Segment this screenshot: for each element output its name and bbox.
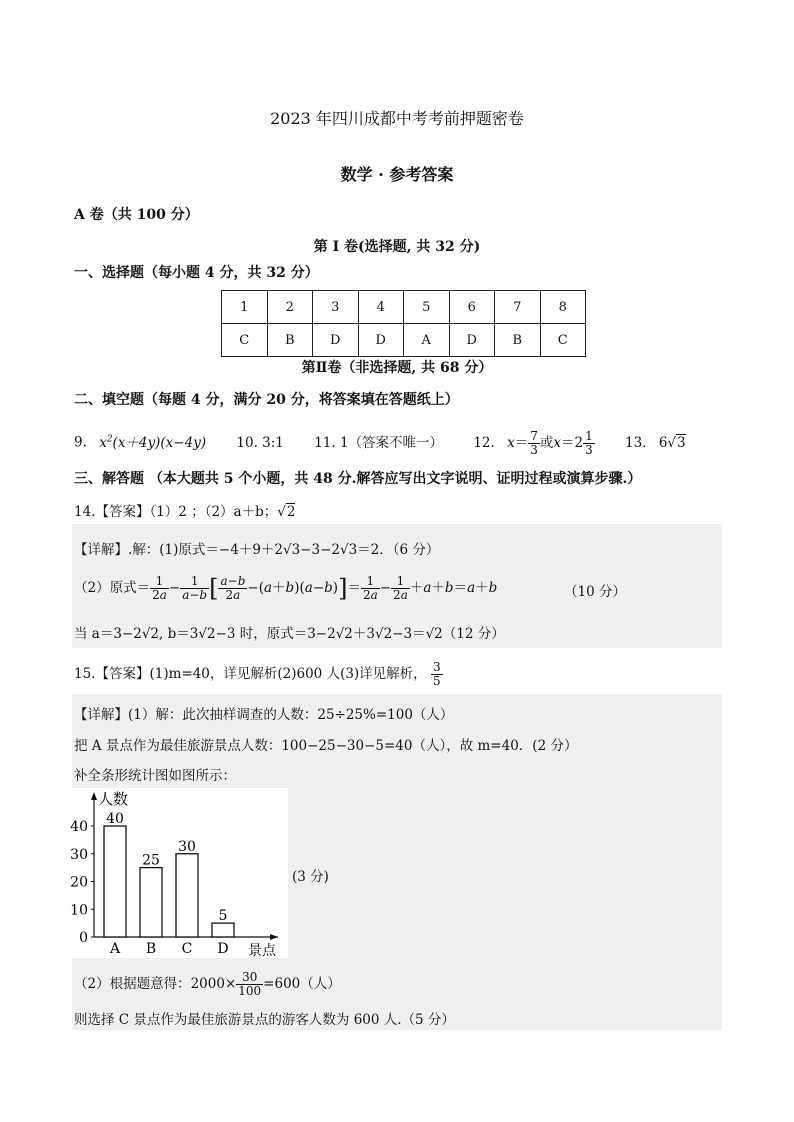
- y-axis-title: 人数: [98, 790, 129, 808]
- chart-score: (3 分): [292, 869, 329, 885]
- table-cell: 4: [358, 291, 404, 324]
- q13-label: 13.: [625, 434, 647, 451]
- q13-answer: 6√3: [658, 434, 686, 451]
- table-cell: D: [358, 324, 404, 357]
- bar-value-label: 30: [178, 838, 196, 855]
- bar-C: [176, 854, 198, 937]
- table-cell: 7: [495, 291, 541, 324]
- document-subtitle: 数学 · 参考答案: [340, 165, 454, 184]
- q14-answer: 14.【答案】（1）2 ；（2）a＋b；√2: [74, 504, 296, 520]
- q15-detail-5: 则选择 C 景点作为最佳旅游景点的游客人数为 600 人.（5 分）: [74, 1012, 455, 1028]
- y-tick-label: 10: [70, 902, 88, 919]
- table-cell: B: [495, 324, 541, 357]
- category-label: C: [181, 941, 193, 957]
- table-cell: 8: [540, 291, 586, 324]
- table-cell: 1: [222, 291, 268, 324]
- q9-expression: $x^2(x+4y)(x-4y)$: [99, 434, 207, 451]
- bar-A: [104, 826, 126, 937]
- category-label: B: [145, 941, 157, 957]
- q9-label: 9.: [74, 434, 87, 451]
- q14-detail-3: 当 a＝3−2√2, b＝3√2−3 时，原式＝3−2√2＋3√2−3＝√2（12 分）: [74, 626, 505, 642]
- q14-detail-2: （2）原式＝ $\frac{1}{2a}$ − $\frac{1}{a-b}$ [ $\frac{a-b}{2a}$ −(a＋b)(a−b)]＝ $\frac{1}{2a}$ − $\frac{1}{2a}$ ＋a＋b＝a＋b: [74, 574, 498, 603]
- volume-2-heading: 第Ⅱ卷（非选择题, 共 68 分）: [301, 360, 493, 376]
- y-tick-label: 30: [70, 846, 88, 863]
- choice-answer-table: [221, 290, 586, 357]
- q10-answer: 10. 3:1: [236, 434, 284, 451]
- table-cell: 5: [404, 291, 450, 324]
- table-cell: D: [313, 324, 359, 357]
- table-row-answers: [222, 324, 586, 357]
- y-tick-label: 40: [70, 819, 88, 835]
- table-cell: 2: [267, 291, 313, 324]
- bar-D: [212, 923, 234, 937]
- bar-value-label: 40: [106, 811, 124, 827]
- x-axis-title: 景点: [248, 943, 276, 959]
- q14-detail-1: 【详解】.解：(1)原式＝−4＋9＋2√3−3−2√3＝2．（6 分）: [74, 542, 440, 558]
- part-a-heading: A 卷（共 100 分）: [74, 207, 199, 223]
- y-tick-label: 0: [79, 930, 88, 946]
- q12-expression: x＝ $\frac{7}{3}$ 或x＝2 $\frac{1}{3}$: [507, 428, 593, 457]
- category-label: A: [109, 941, 121, 957]
- table-cell: 6: [449, 291, 495, 324]
- bar-B: [140, 868, 162, 937]
- q15-detail-4: （2）根据题意得：2000× $\frac{30}{100}$ =600（人）: [74, 970, 341, 998]
- section-1-heading: 一、选择题（每小题 4 分，共 32 分）: [74, 265, 319, 281]
- table-cell: A: [404, 324, 450, 357]
- bar-chart: [72, 788, 288, 958]
- document-title: 2023 年四川成都中考考前押题密卷: [270, 109, 524, 128]
- q11-answer: 11. 1（答案不唯一）: [314, 434, 444, 451]
- section-3-heading: 三、解答题 （本大题共 5 个小题，共 48 分.解答应写出文字说明、证明过程或演算步骤.）: [74, 471, 642, 487]
- table-row-numbers: [222, 291, 586, 324]
- table-cell: D: [449, 324, 495, 357]
- table-cell: C: [222, 324, 268, 357]
- volume-1-heading: 第 I 卷(选择题, 共 32 分): [313, 239, 481, 255]
- y-tick-label: 20: [70, 874, 88, 891]
- q15-detail-1: 【详解】(1）解：此次抽样调查的人数：25÷25%=100（人）: [74, 707, 454, 723]
- table-cell: C: [540, 324, 586, 357]
- category-label: D: [217, 941, 229, 957]
- section-2-heading: 二、填空题（每题 4 分，满分 20 分，将答案填在答题纸上）: [74, 392, 459, 408]
- q15-detail-3: 补全条形统计图如图所示：: [74, 768, 236, 784]
- table-cell: 3: [313, 291, 359, 324]
- q15-detail-2: 把 A 景点作为最佳旅游景点人数：100−25−30−5=40（人），故 m=40．(2 分）: [74, 738, 578, 754]
- table-cell: B: [267, 324, 313, 357]
- q15-answer: 15.【答案】(1)m=40，详见解析(2)600 人(3)详见解析， $\frac{3}{5}$: [74, 660, 441, 688]
- q14-detail-2-score: （10 分）: [564, 584, 626, 600]
- bar-value-label: 25: [142, 852, 160, 869]
- q12-label: 12.: [473, 434, 495, 451]
- bar-value-label: 5: [218, 908, 228, 925]
- fill-answers-row: [74, 424, 686, 457]
